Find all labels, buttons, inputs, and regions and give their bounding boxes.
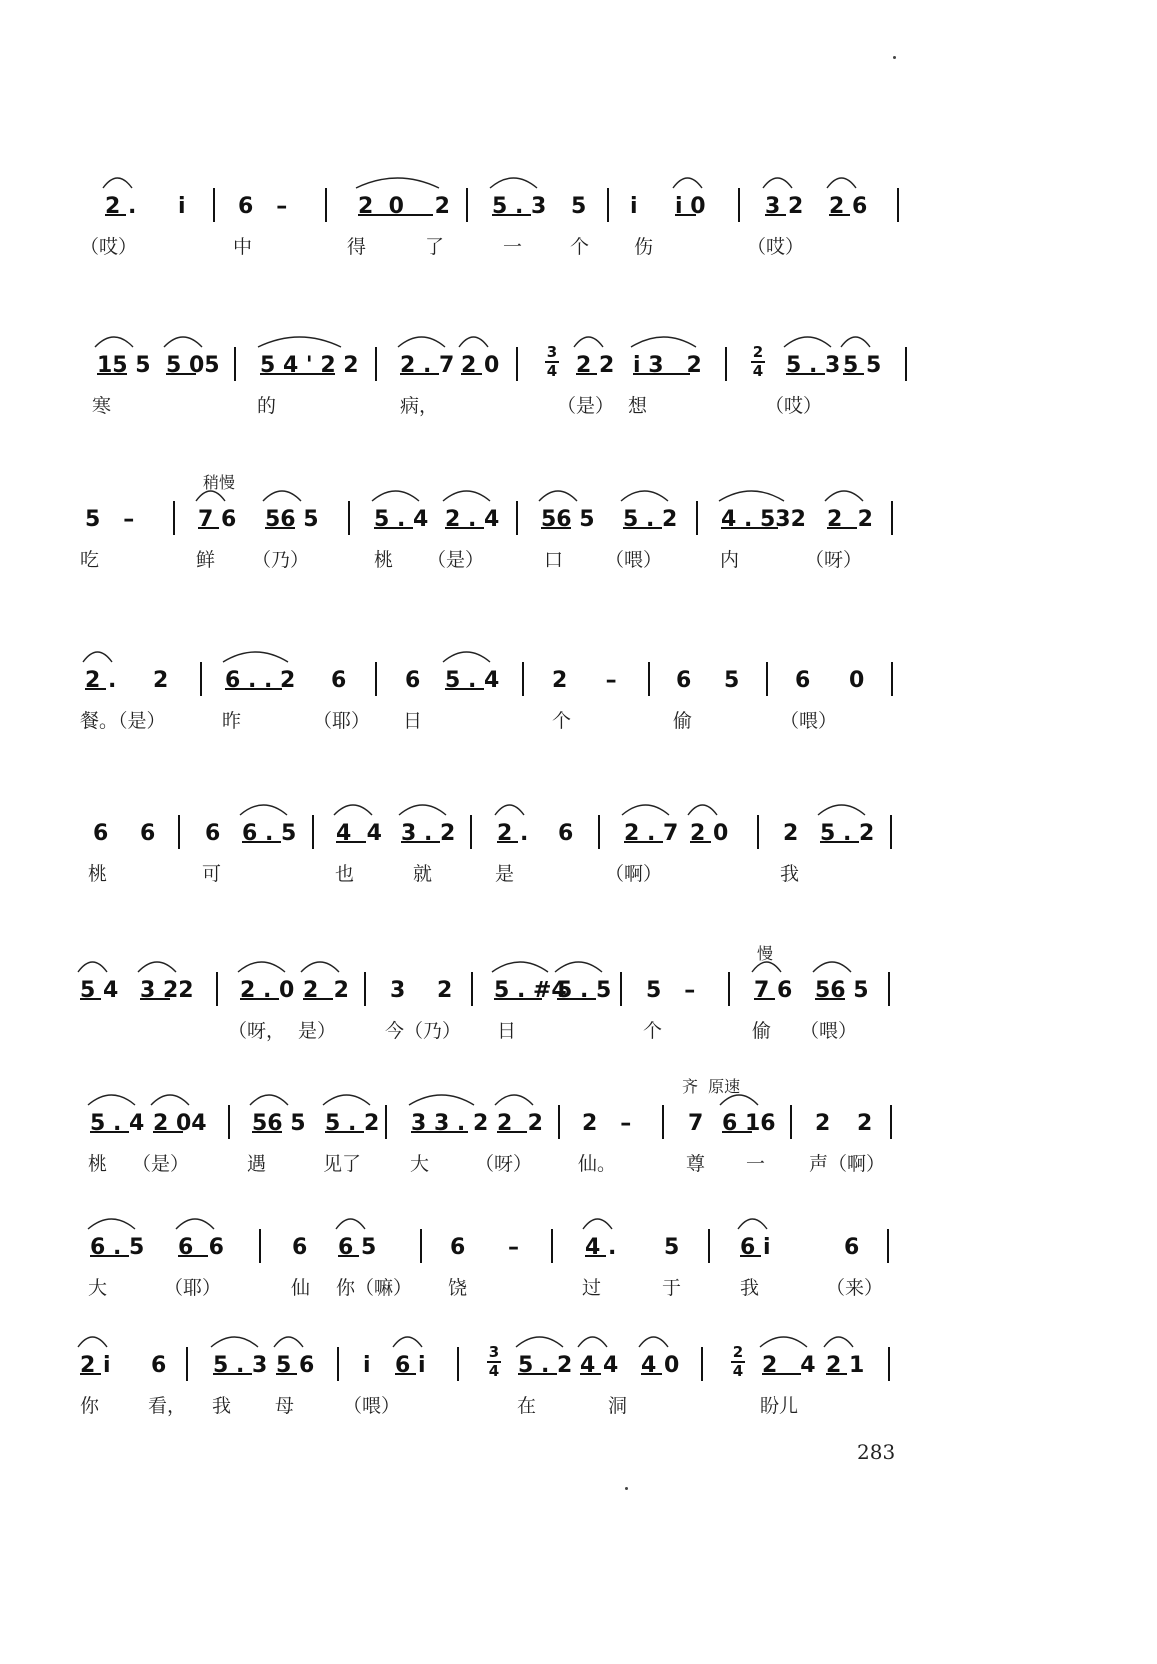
lyric-text: 桃 (88, 863, 108, 885)
note-group: 5 . 2 (623, 507, 678, 532)
time-signature (751, 345, 765, 379)
bar-line (725, 347, 727, 381)
bar-line (213, 188, 215, 222)
note-group: 6 . 5 (90, 1235, 145, 1260)
note-group: 3 . 2 (401, 821, 456, 846)
bar-line (696, 501, 698, 535)
bar-line (708, 1229, 710, 1263)
note-group: 6 i (395, 1353, 426, 1378)
lyric-text: 日 (497, 1020, 517, 1042)
bar-line (471, 972, 473, 1006)
lyric-text: 病， (400, 395, 439, 417)
note-group: 2 . 0 (240, 978, 295, 1003)
bar-line (178, 815, 180, 849)
note-group: 6 – (238, 194, 288, 219)
bar-line (728, 972, 730, 1006)
lyric-text: （哎） (747, 236, 805, 258)
note-group: 5 6 (276, 1353, 315, 1378)
note-group: 6 i (740, 1235, 771, 1260)
lyric-text: （乃） (252, 549, 310, 571)
lyric-text: 一 (503, 236, 523, 258)
lyric-text: 内 (720, 549, 740, 571)
note-group: 6 (450, 1235, 466, 1260)
note-group: 56 5 (265, 507, 319, 532)
lyric-text: 寒 (92, 395, 112, 417)
bar-line (888, 972, 890, 1006)
bar-line (905, 347, 907, 381)
note-group: 5 4 ' 2 2 (260, 353, 359, 378)
note-group: 7 6 (198, 507, 237, 532)
note-group: i 3 2 (633, 353, 702, 378)
lyric-text: 个 (643, 1020, 663, 1042)
bar-line (375, 662, 377, 696)
lyric-text: 偷 (673, 710, 693, 732)
lyric-text: （啊） (605, 863, 663, 885)
lyric-text: 得 (347, 236, 367, 258)
bar-line (888, 1347, 890, 1381)
time-signature-numerator: 3 (546, 343, 558, 361)
bar-line (897, 188, 899, 222)
bar-line (420, 1229, 422, 1263)
bar-line (738, 188, 740, 222)
time-signature-numerator: 2 (732, 1343, 744, 1361)
staff-line (0, 1325, 1157, 1445)
lyric-text: （呀） (475, 1153, 533, 1175)
note-group: 5 . 4 (90, 1111, 145, 1136)
bar-line (348, 501, 350, 535)
note-group: 2 4 (762, 1353, 816, 1378)
bar-line (607, 188, 609, 222)
note-group: 6 (140, 821, 156, 846)
note-group: 5 – (85, 507, 135, 532)
note-group: 6 (331, 668, 347, 693)
time-signature-denominator: 4 (488, 1362, 500, 1380)
note-group: 6 (405, 668, 421, 693)
bar-line (173, 501, 175, 535)
lyric-text: 我 (740, 1277, 760, 1299)
bar-line (551, 1229, 553, 1263)
note-group: 6 (151, 1353, 167, 1378)
note-group: 6 6 (178, 1235, 224, 1260)
note-group: 2 0 (690, 821, 729, 846)
bar-line (470, 815, 472, 849)
lyric-text: 桃 (88, 1153, 108, 1175)
note-group: 2 – (582, 1111, 632, 1136)
bar-line (648, 662, 650, 696)
lyric-text: 想 (628, 395, 648, 417)
note-group: 5 . 3 (786, 353, 841, 378)
lyric-text: 中 (233, 236, 253, 258)
note-group: 5 . 2 (820, 821, 875, 846)
page-number: 283 (857, 1440, 896, 1464)
lyric-text: （是） (557, 395, 615, 417)
lyric-text: 尊 (686, 1153, 706, 1175)
note-group: 6 . 5 (242, 821, 297, 846)
bar-line (891, 662, 893, 696)
lyric-text: （哎） (80, 236, 138, 258)
bar-line (790, 1105, 792, 1139)
note-group: 5 . #4 (494, 978, 567, 1003)
note-group: 6 (558, 821, 574, 846)
lyric-text: 于 (662, 1277, 682, 1299)
note-group: 5 . 3 (213, 1353, 268, 1378)
bar-line (312, 815, 314, 849)
note-group: 2 i (80, 1353, 111, 1378)
lyric-text: 伤 (634, 236, 654, 258)
lyric-text: 餐。（是） (80, 710, 166, 732)
bar-line (385, 1105, 387, 1139)
note-group: 5 – (646, 978, 696, 1003)
note-group: 2 04 (153, 1111, 207, 1136)
bar-line (598, 815, 600, 849)
note-group: 2 0 (461, 353, 500, 378)
lyric-text: 见了 (323, 1153, 362, 1175)
note-group: 2 . 4 (445, 507, 500, 532)
note-group: – (508, 1235, 519, 1260)
note-group: 5 . 2 (325, 1111, 380, 1136)
lyric-text: 我 (212, 1395, 232, 1417)
note-group: 5 . 4 (374, 507, 429, 532)
bar-line (186, 1347, 188, 1381)
bar-line (516, 501, 518, 535)
note-group: 6 (844, 1235, 860, 1260)
note-group: 3 22 (140, 978, 194, 1003)
lyric-text: 日 (403, 710, 423, 732)
lyric-text: 洞 (608, 1395, 628, 1417)
bar-line (701, 1347, 703, 1381)
bar-line (620, 972, 622, 1006)
note-group: 5 . 4 (445, 668, 500, 693)
note-group: i (630, 194, 638, 219)
lyric-text: 可 (202, 863, 222, 885)
bar-line (457, 1347, 459, 1381)
lyric-text: （喂） (780, 710, 838, 732)
lyric-text: 是 (495, 863, 515, 885)
lyric-text: （呀） (805, 549, 863, 571)
note-group: 5 . 2 (518, 1353, 573, 1378)
note-group: 2 – (552, 668, 617, 693)
note-group: 2 . 7 (624, 821, 679, 846)
bar-line (259, 1229, 261, 1263)
lyric-text: 鲜 (196, 549, 216, 571)
note-group: 6 . . 2 (225, 668, 296, 693)
note-group: 2 . 7 (400, 353, 455, 378)
note-group: 2 (437, 978, 453, 1003)
note-group: 56 5 (541, 507, 595, 532)
staff-line (0, 640, 1157, 760)
lyric-text: 今（乃） (385, 1020, 462, 1042)
note-group: 4 0 (641, 1353, 680, 1378)
note-group: 5 (664, 1235, 680, 1260)
lyric-text: （哎） (765, 395, 823, 417)
bar-line (766, 662, 768, 696)
lyric-text: 口 (544, 549, 564, 571)
note-group: 2 0 2 (358, 194, 450, 219)
lyric-text: 饶 (448, 1277, 468, 1299)
lyric-text: 遇 (247, 1153, 267, 1175)
note-group: 3 (390, 978, 406, 1003)
note-group: 2 (153, 668, 169, 693)
speck (893, 56, 896, 59)
note-group: 5 5 (843, 353, 882, 378)
time-signature-denominator: 4 (732, 1362, 744, 1380)
staff-line (0, 1077, 1157, 1203)
bar-line (558, 1105, 560, 1139)
lyric-text: （呀， (228, 1020, 286, 1042)
bar-line (228, 1105, 230, 1139)
lyric-text: 的 (257, 395, 277, 417)
lyric-text: 偷 (752, 1020, 772, 1042)
lyric-text: 是） (298, 1020, 337, 1042)
time-signature-numerator: 3 (488, 1343, 500, 1361)
note-group: 4 4 (336, 821, 382, 846)
lyric-text: 你（嘛） (336, 1277, 413, 1299)
time-signature-denominator: 4 (546, 362, 558, 380)
note-group: 5 05 (166, 353, 220, 378)
note-group: 5 4 (80, 978, 119, 1003)
note-group: 6 (93, 821, 109, 846)
note-group: 7 6 (754, 978, 793, 1003)
staff-line (0, 473, 1157, 599)
lyric-text: 过 (582, 1277, 602, 1299)
lyric-text: 看， (148, 1395, 187, 1417)
note-group: 6 (292, 1235, 308, 1260)
note-group: 4 . (585, 1235, 617, 1260)
lyric-text: 仙 (291, 1277, 311, 1299)
bar-line (891, 501, 893, 535)
note-group: i (363, 1353, 371, 1378)
lyric-text: 我 (780, 863, 800, 885)
staff-line (0, 166, 1157, 286)
lyric-text: 个 (552, 710, 572, 732)
note-group: 2 2 (827, 507, 873, 532)
lyric-text: 昨 (222, 710, 242, 732)
note-group: 2 (857, 1111, 873, 1136)
lyric-text: 大 (88, 1277, 108, 1299)
note-group: 2 2 (497, 1111, 543, 1136)
lyric-text: 你 (80, 1395, 100, 1417)
lyric-text: （是） (132, 1153, 190, 1175)
lyric-text: 吃 (80, 549, 100, 571)
lyric-text: 仙。 (578, 1153, 617, 1175)
staff-line (0, 793, 1157, 913)
staff-line (0, 325, 1157, 445)
tempo-marking: 慢 (757, 944, 774, 963)
time-signature (731, 1345, 745, 1379)
lyric-text: 一 (746, 1153, 766, 1175)
note-group: 2 (783, 821, 799, 846)
note-group: 6 16 (722, 1111, 776, 1136)
lyric-text: 声（啊） (809, 1153, 886, 1175)
time-signature (487, 1345, 501, 1379)
lyric-text: 也 (335, 863, 355, 885)
lyric-text: （喂） (605, 549, 663, 571)
time-signature-denominator: 4 (752, 362, 764, 380)
note-group: i (178, 194, 186, 219)
bar-line (887, 1229, 889, 1263)
note-group: 2 2 (303, 978, 349, 1003)
bar-line (200, 662, 202, 696)
note-group: 56 5 (252, 1111, 306, 1136)
lyric-text: （是） (427, 549, 485, 571)
note-group: 5 (571, 194, 587, 219)
tempo-marking: 齐 原速 (682, 1077, 741, 1096)
note-group: 2 (815, 1111, 831, 1136)
bar-line (337, 1347, 339, 1381)
note-group: 0 (849, 668, 865, 693)
lyric-text: （耶） (313, 710, 371, 732)
lyric-text: 桃 (374, 549, 394, 571)
staff-line (0, 1207, 1157, 1327)
bar-line (216, 972, 218, 1006)
note-group: 2 6 (829, 194, 868, 219)
note-group: 7 (688, 1111, 704, 1136)
note-group: 3 3 . 2 (411, 1111, 489, 1136)
note-group: 5 . 3 (492, 194, 547, 219)
bar-line (466, 188, 468, 222)
lyric-text: 大 (410, 1153, 430, 1175)
bar-line (890, 815, 892, 849)
note-group: 15 5 (97, 353, 151, 378)
lyric-text: 就 (413, 863, 433, 885)
note-group: 2 . (497, 821, 529, 846)
note-group: 3 2 (765, 194, 804, 219)
note-group: 2 . (85, 668, 117, 693)
bar-line (364, 972, 366, 1006)
bar-line (375, 347, 377, 381)
bar-line (522, 662, 524, 696)
note-group: 6 (205, 821, 221, 846)
lyric-text: （喂） (800, 1020, 858, 1042)
lyric-text: 盼儿 (760, 1395, 799, 1417)
bar-line (757, 815, 759, 849)
staff-line (0, 944, 1157, 1070)
bar-line (516, 347, 518, 381)
note-group: 2 1 (826, 1353, 865, 1378)
note-group: 5 . 5 (557, 978, 612, 1003)
time-signature (545, 345, 559, 379)
lyric-text: 了 (425, 236, 445, 258)
bar-line (890, 1105, 892, 1139)
tempo-marking: 稍慢 (203, 473, 236, 492)
bar-line (234, 347, 236, 381)
note-group: 56 5 (815, 978, 869, 1003)
note-group: 4 4 (580, 1353, 619, 1378)
note-group: 6 (795, 668, 811, 693)
note-group: 2 . (105, 194, 137, 219)
lyric-text: 母 (275, 1395, 295, 1417)
speck (625, 1487, 628, 1490)
lyric-text: 在 (517, 1395, 537, 1417)
lyric-text: （喂） (343, 1395, 401, 1417)
note-group: i 0 (675, 194, 706, 219)
bar-line (325, 188, 327, 222)
lyric-text: 个 (570, 236, 590, 258)
bar-line (662, 1105, 664, 1139)
note-group: 6 5 (338, 1235, 377, 1260)
note-group: 4 . 532 (721, 507, 806, 532)
note-group: 6 (676, 668, 692, 693)
note-group: 2 2 (576, 353, 615, 378)
lyric-text: （来） (826, 1277, 884, 1299)
note-group: 5 (724, 668, 740, 693)
lyric-text: （耶） (164, 1277, 222, 1299)
time-signature-numerator: 2 (752, 343, 764, 361)
